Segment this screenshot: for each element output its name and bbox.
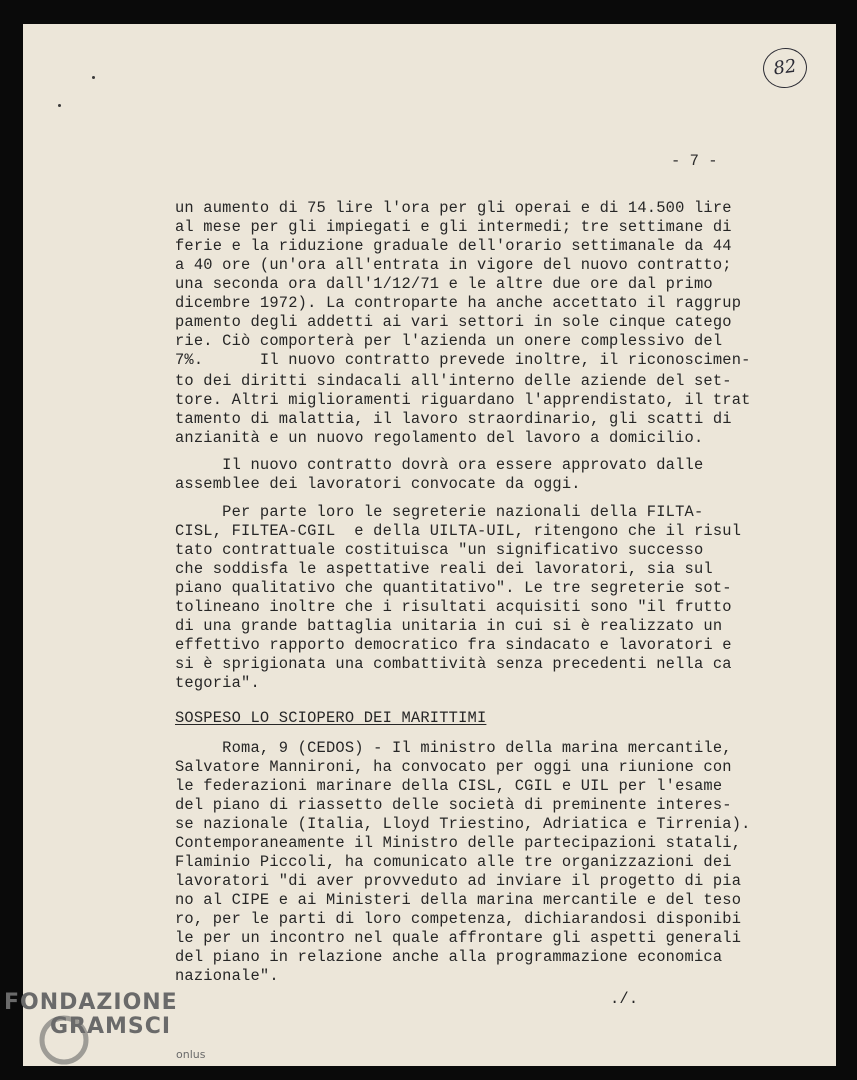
text-line: che soddisfa le aspettative reali dei lavoratori, sia sul [175,560,713,578]
text-line: piano qualitativo che quantitativo". Le tre segreterie sot- [175,579,732,597]
text-line: anzianità e un nuovo regolamento del lavoro a domicilio. [175,429,704,447]
text-line: ro, per le parti di loro competenza, dichiarandosi disponibi [175,910,742,928]
section-heading: SOSPESO LO SCIOPERO DEI MARITTIMI [175,709,487,727]
text-line: 7%. Il nuovo contratto prevede inoltre, il riconoscimen- [175,351,751,369]
text-line: un aumento di 75 lire l'ora per gli operai e di 14.500 lire [175,199,732,217]
text-line: del piano in relazione anche alla programmazione economica [175,948,723,966]
text-line: le federazioni marinare della CISL, CGIL e UIL per l'esame [175,777,723,795]
text-line: una seconda ora dall'1/12/71 e le altre due ore dal primo [175,275,713,293]
text-line: a 40 ore (un'ora all'entrata in vigore del nuovo contratto; [175,256,732,274]
watermark-line1: FONDAZIONE [4,990,178,1015]
handwritten-page-annotation: 82 [760,45,809,91]
text-line: Per parte loro le segreterie nazionali della FILTA- [175,503,704,521]
text-line: le per un incontro nel quale affrontare gli aspetti generali [175,929,742,947]
text-line: no al CIPE e ai Ministeri della marina mercantile e del teso [175,891,742,909]
text-line: Salvatore Mannironi, ha convocato per oggi una riunione con [175,758,732,776]
text-line: dicembre 1972). La controparte ha anche accettato il raggrup [175,294,742,312]
text-line: tato contrattuale costituisca "un significativo successo [175,541,704,559]
text-line: to dei diritti sindacali all'interno delle aziende del set- [175,372,732,390]
text-line: pamento degli addetti ai vari settori in sole cinque catego [175,313,732,331]
continuation-mark: ./. [610,990,639,1008]
text-line: Roma, 9 (CEDOS) - Il ministro della marina mercantile, [175,739,732,757]
text-line: CISL, FILTEA-CGIL e della UILTA-UIL, ritengono che il risul [175,522,742,540]
text-line: effettivo rapporto democratico fra sindacato e lavoratori e [175,636,732,654]
text-line: di una grande battaglia unitaria in cui si è realizzato un [175,617,723,635]
watermark-line2: GRAMSCI [50,1014,172,1039]
text-line: del piano di riassetto delle società di preminente interes- [175,796,732,814]
text-line: rie. Ciò comporterà per l'azienda un onere complessivo del [175,332,723,350]
text-line: si è sprigionata una combattività senza precedenti nella ca [175,655,732,673]
text-line: Il nuovo contratto dovrà ora essere approvato dalle [175,456,704,474]
text-line: Flaminio Piccoli, ha comunicato alle tre organizzazioni dei [175,853,732,871]
text-line: tore. Altri miglioramenti riguardano l'apprendistato, il trat [175,391,751,409]
text-line: tolineano inoltre che i risultati acquisiti sono "il frutto [175,598,732,616]
text-line: tamento di malattia, il lavoro straordinario, gli scatti di [175,410,732,428]
paper-speck [92,76,95,79]
text-line: tegoria". [175,674,260,692]
text-line: ferie e la riduzione graduale dell'orario settimanale da 44 [175,237,732,255]
watermark-line3: onlus [176,1048,206,1061]
text-line: nazionale". [175,967,279,985]
page-number: - 7 - [671,152,718,170]
paper-speck [58,104,61,107]
text-line: assemblee dei lavoratori convocate da oggi. [175,475,581,493]
text-line: al mese per gli impiegati e gli intermedi; tre settimane di [175,218,732,236]
text-line: lavoratori "di aver provveduto ad inviare il progetto di pia [175,872,742,890]
text-line: se nazionale (Italia, Lloyd Triestino, Adriatica e Tirrenia). [175,815,751,833]
text-line: Contemporaneamente il Ministro delle partecipazioni statali, [175,834,742,852]
